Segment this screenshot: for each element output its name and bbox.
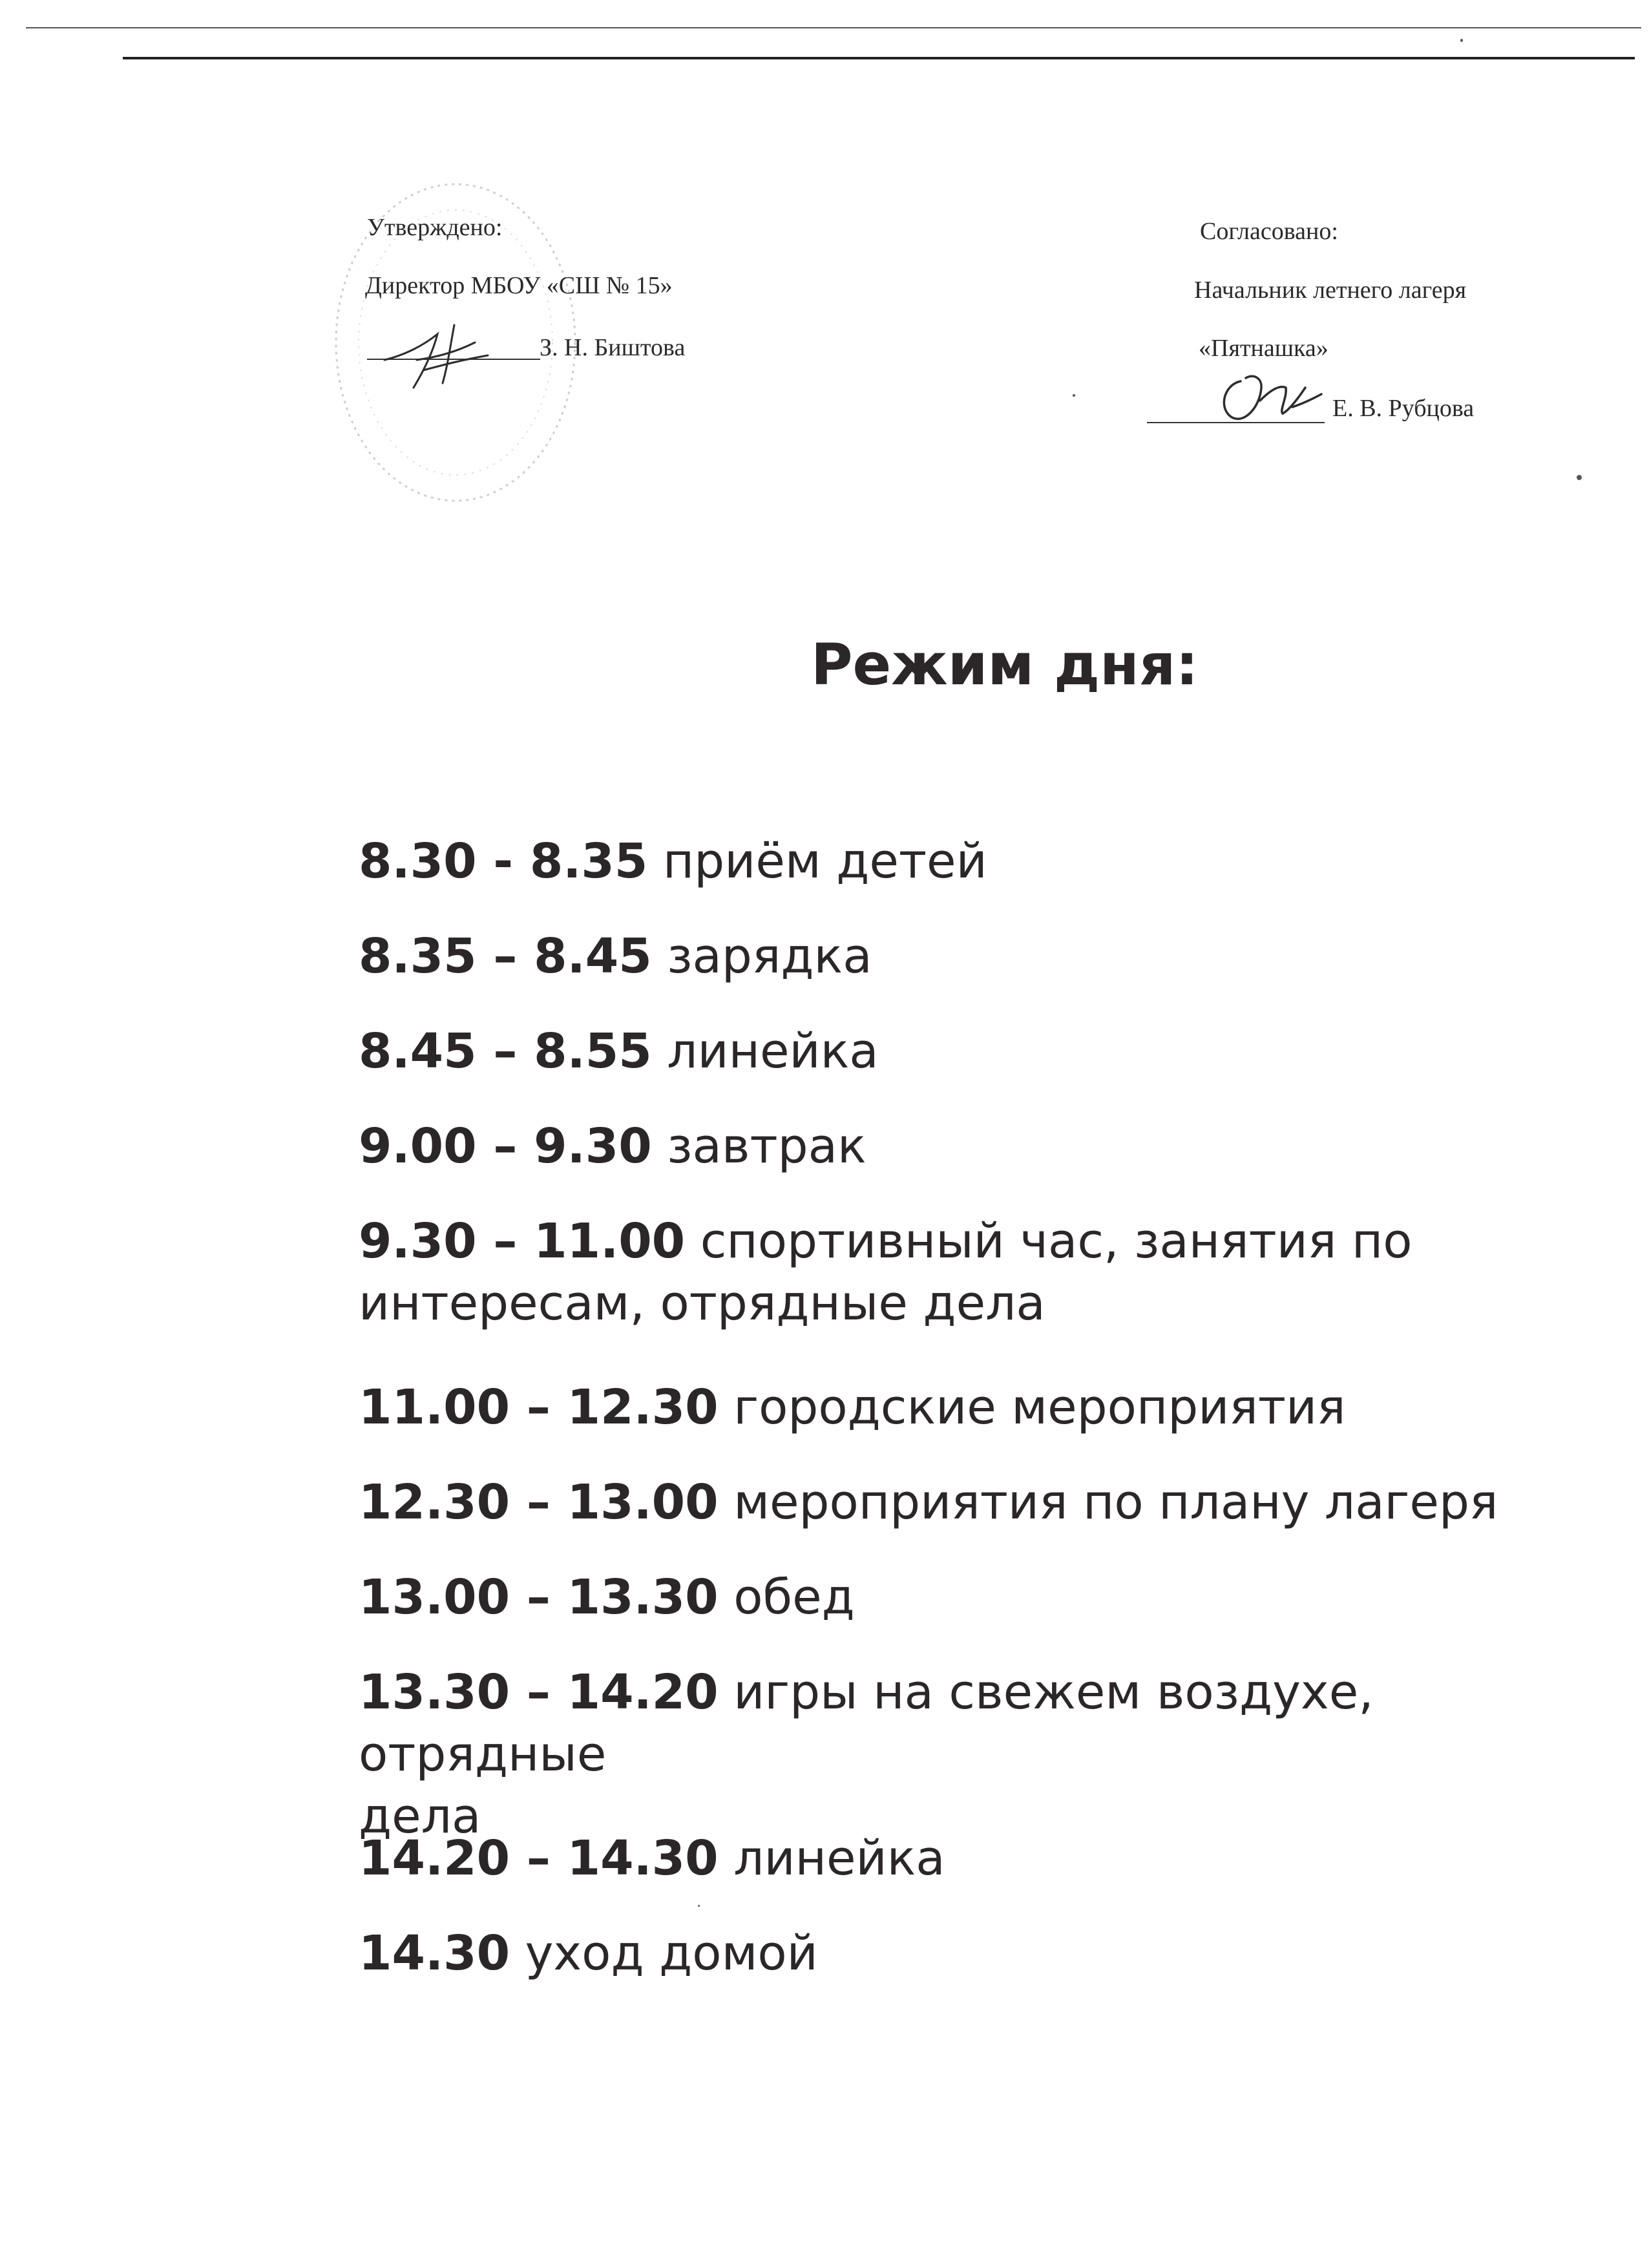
schedule-entry: [359, 1566, 1586, 1628]
agreement-signature: [1215, 368, 1325, 426]
schedule-time: 14.30: [359, 1926, 510, 1981]
scan-edge-line: [26, 27, 1641, 28]
schedule-activity: игры на свежем воздухе, отрядные: [359, 1664, 1374, 1782]
schedule-entry: [359, 1376, 1586, 1438]
scan-speck: [1073, 394, 1075, 397]
agreement-camp-name: «Пятнашка»: [1199, 335, 1329, 362]
schedule-activity: уход домой: [510, 1926, 818, 1981]
schedule-time: 9.30 – 11.00: [359, 1213, 686, 1269]
schedule-time: 8.30 - 8.35: [359, 834, 648, 889]
agreement-position: Начальник летнего лагеря: [1194, 277, 1467, 304]
schedule-entry: [359, 1661, 1586, 1847]
scan-speck: [1577, 475, 1582, 480]
approval-signatory: З. Н. Биштова: [540, 334, 686, 361]
schedule-entry: [359, 830, 1586, 892]
agreement-label: Согласовано:: [1200, 218, 1338, 245]
schedule-entry: [359, 925, 1586, 987]
schedule-activity-continuation: интересам, отрядные дела: [359, 1276, 1045, 1331]
page-title: Режим дня:: [811, 631, 1199, 698]
schedule-activity: городские мероприятия: [718, 1380, 1346, 1435]
schedule-time: 14.20 – 14.30: [359, 1831, 719, 1886]
schedule-activity: обед: [718, 1570, 855, 1625]
schedule-entry: [359, 1922, 1586, 1984]
schedule-entry: [359, 1471, 1586, 1533]
agreement-signatory: Е. В. Рубцова: [1332, 395, 1475, 422]
schedule-time: 13.30 – 14.20: [359, 1664, 719, 1720]
schedule-entry: [359, 1115, 1586, 1177]
schedule-time: 8.45 – 8.55: [359, 1024, 652, 1079]
schedule-activity: спортивный час, занятия по: [685, 1213, 1413, 1269]
schedule-time: 11.00 – 12.30: [359, 1380, 719, 1435]
schedule-activity: мероприятия по плану лагеря: [718, 1475, 1498, 1530]
schedule-time: 13.00 – 13.30: [359, 1570, 719, 1625]
schedule-entry: [359, 1827, 1586, 1889]
approval-signature: [378, 320, 501, 391]
schedule-activity: зарядка: [651, 929, 872, 984]
schedule-activity: линейка: [718, 1831, 945, 1886]
schedule-entry: [359, 1020, 1586, 1082]
scan-edge-line: [123, 57, 1635, 59]
approval-position: Директор МБОУ «СШ № 15»: [365, 272, 673, 299]
schedule-activity-continuation: дела: [359, 1789, 481, 1844]
approval-label: Утверждено:: [367, 214, 503, 241]
schedule-activity: линейка: [651, 1024, 879, 1079]
scan-speck: [698, 1905, 700, 1907]
schedule-activity: приём детей: [647, 834, 987, 889]
schedule-time: 12.30 – 13.00: [359, 1475, 719, 1530]
schedule-time: 9.00 – 9.30: [359, 1118, 652, 1174]
schedule-activity: завтрак: [651, 1118, 867, 1174]
schedule-time: 8.35 – 8.45: [359, 929, 652, 984]
scan-speck: [1460, 39, 1463, 42]
schedule-entry: [359, 1210, 1586, 1334]
